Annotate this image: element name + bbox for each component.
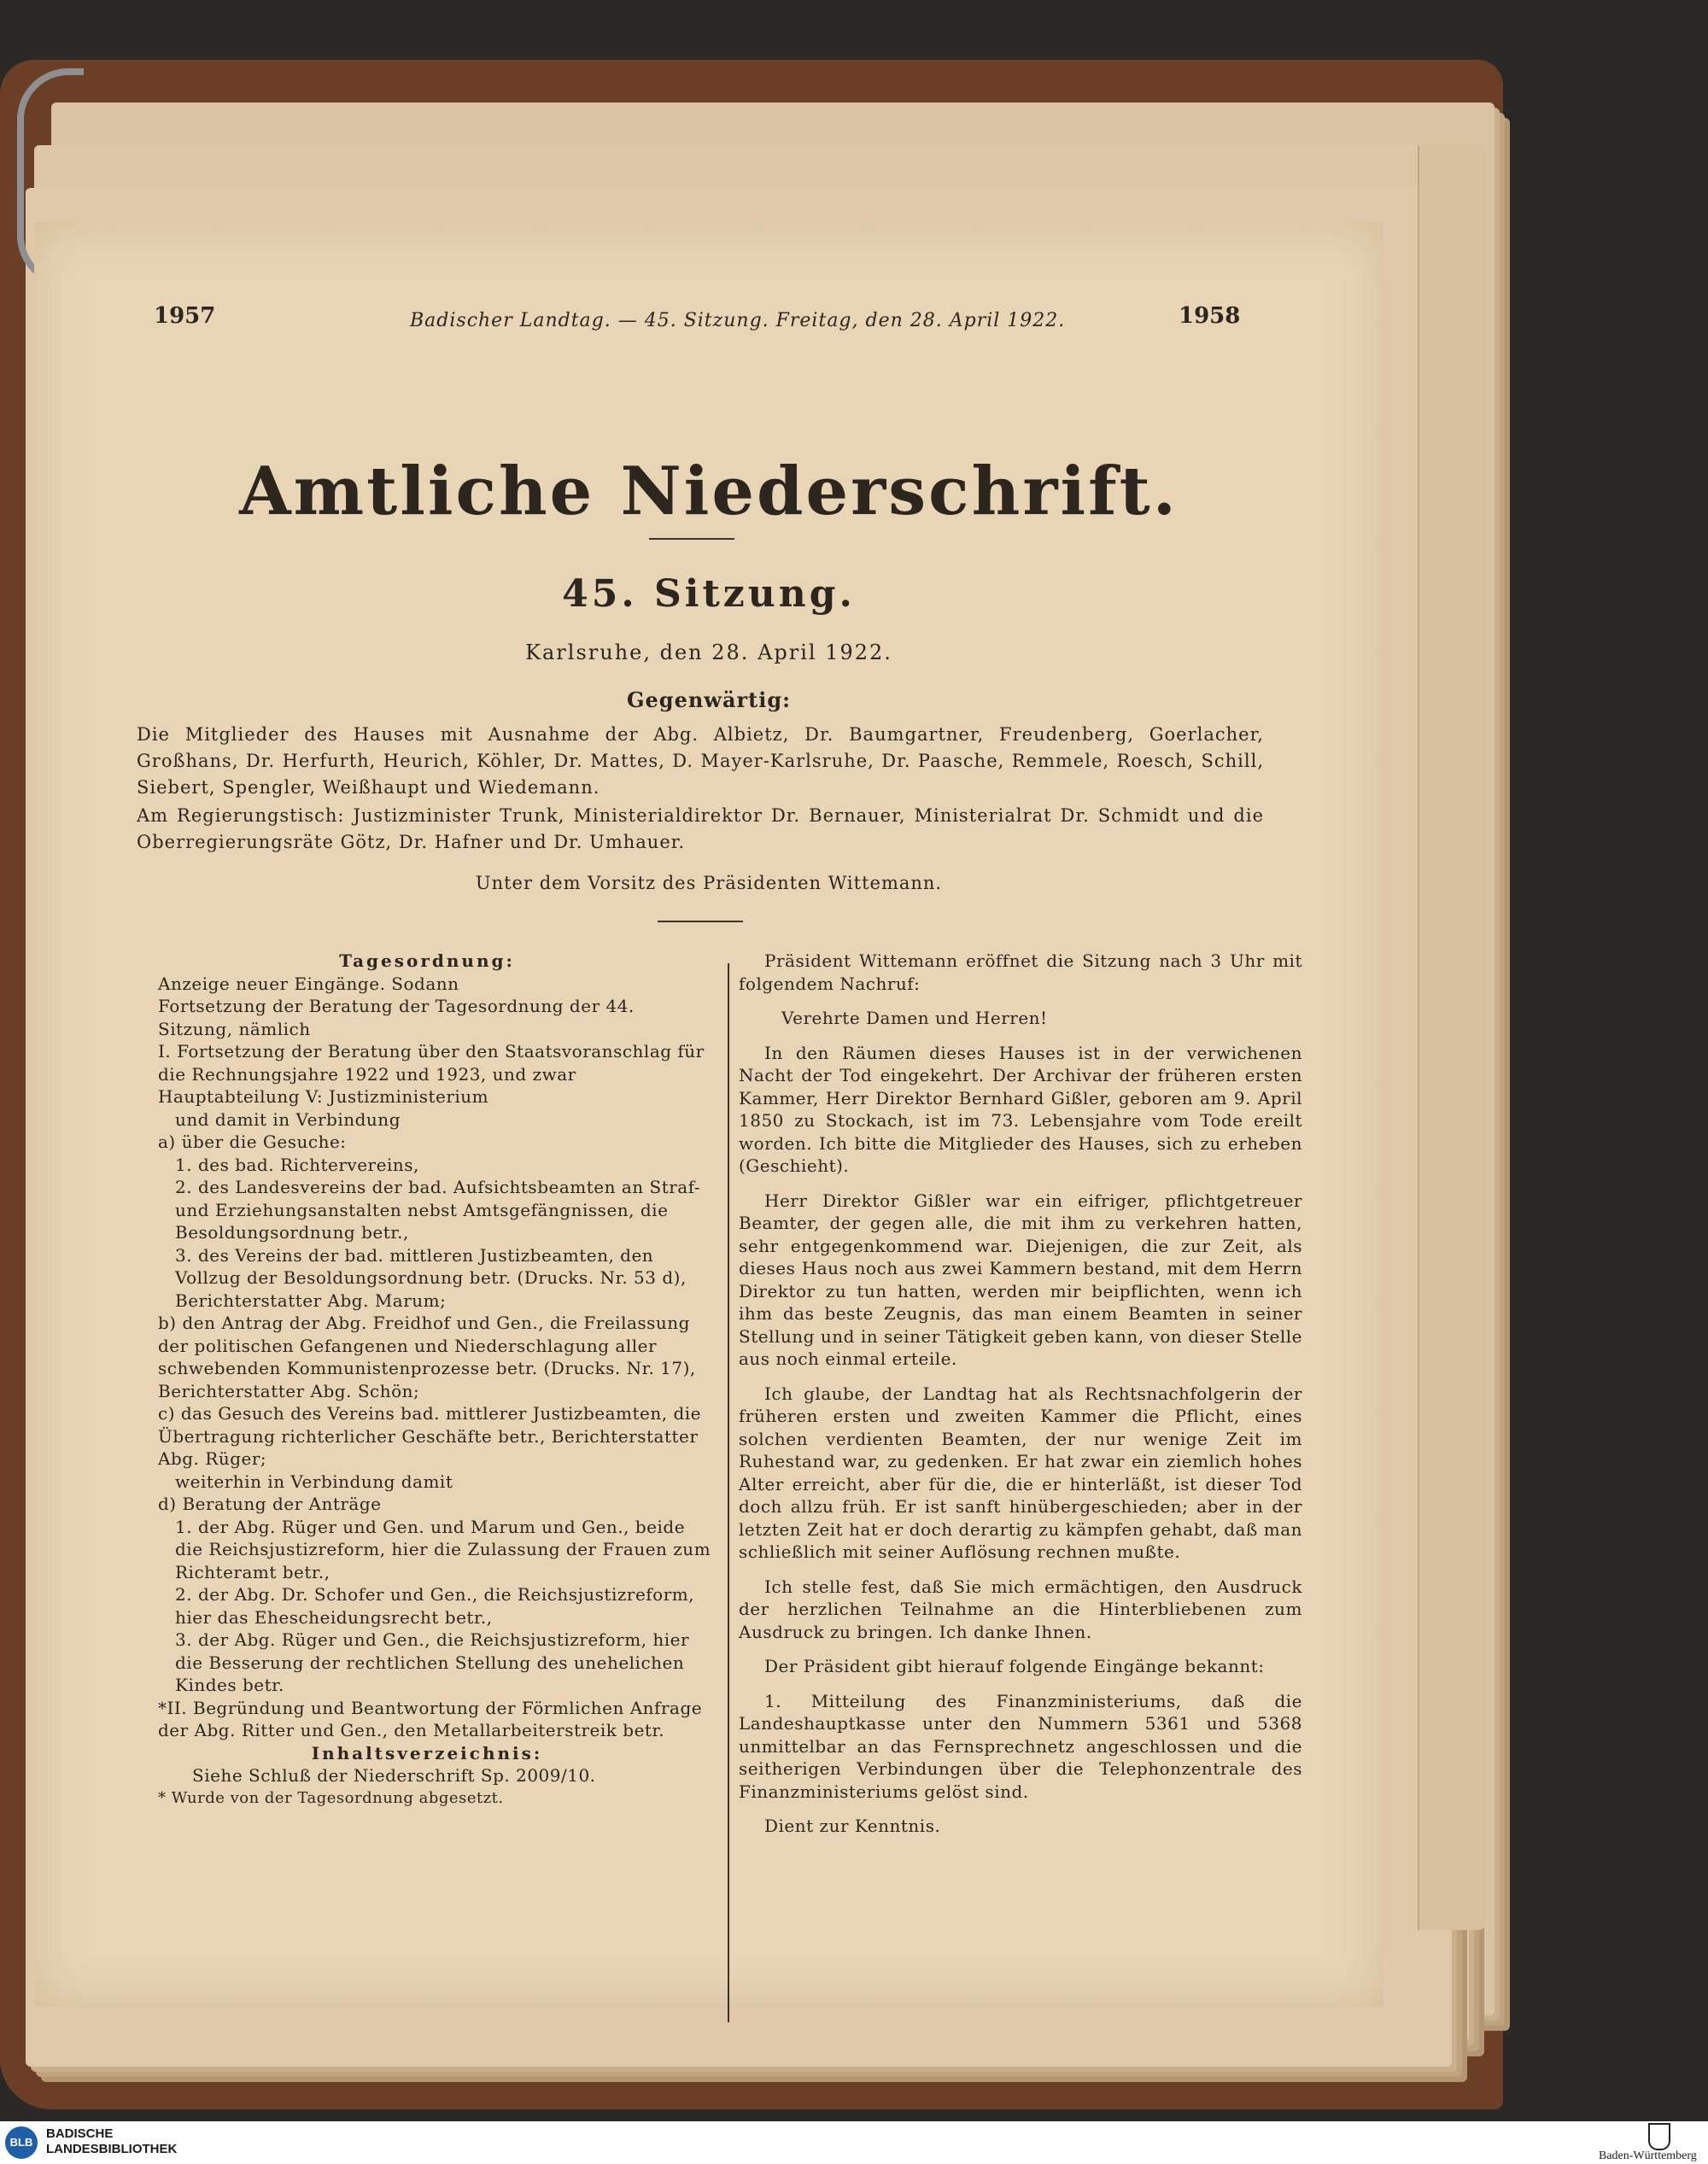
agenda-line: Anzeige neuer Eingänge. Sodann (158, 973, 459, 994)
blb-logo-icon[interactable]: BLB (5, 2126, 38, 2159)
document-title: Amtliche Niederschrift. (239, 453, 1179, 530)
agenda-line: c) das Gesuch des Vereins bad. mittlerer Justizbeamten, die Übertragung richterlicher Geschäfte betr., Berichterstatter Abg. Rüger; (158, 1403, 701, 1469)
present-members: Die Mitglieder des Hauses mit Ausnahme der Abg. Albietz, Dr. Baumgartner, Freudenberg, Goerlacher, Großhans, Dr. Herfurth, Heurich, Köhler, Dr. Mattes, D. Mayer-Karlsruhe, Dr. Paasche, Remmele, Roesch, Schill, Siebert, Spengler, Weißhaupt und Wiedemann. (137, 724, 1264, 798)
agenda-line: 3. der Abg. Rüger und Gen., die Reichsjustizreform, hier die Besserung der rechtlichen Stellung des unehelichen Kindes betr. (175, 1629, 690, 1695)
agenda-line: weiterhin in Verbindung damit (175, 1471, 453, 1492)
place-date: Karlsruhe, den 28. April 1922. (525, 640, 892, 664)
footnote: * Wurde von der Tagesordnung abgesetzt. (158, 1788, 504, 1807)
minutes-paragraph: 1. Mitteilung des Finanzministeriums, daß die Landeshauptkasse unter den Nummern 5361 und 5368 unmittelbar an das Fernsprechnetz angeschlossen und die seitherigen Verbindungen über die Telephonzentrale des Finanzministeriums gelöst sind. (739, 1690, 1302, 1802)
agenda-line: a) über die Gesuche: (158, 1132, 347, 1152)
minutes-paragraph: Ich glaube, der Landtag hat als Rechtsnachfolgerin der früheren ersten und zweiten Kammer die Pflicht, eines solchen verdienten Beamten, der nur wenige Zeit im Ruhestand war, zu gedenken. Er hat zwar ein ziemlich hohes Alter erreicht, aber für die, die er hinterläßt, ist dieser Tod doch allzu früh. Er ist sanft hinübergeschieden; aber in der letzten Zeit hat er doch derartig zu kämpfen gehabt, daß man schließlich mit seiner Auflösung rechnen mußte. (739, 1383, 1302, 1562)
running-title: Badischer Landtag. — 45. Sitzung. Freitag, den 28. April 1922. (410, 310, 1066, 331)
library-name-line: LANDESBIBLIOTHEK (46, 2142, 178, 2156)
salutation: Verehrte Damen und Herren! (781, 1008, 1048, 1028)
divider (649, 538, 734, 540)
minutes-column (739, 950, 1302, 1850)
agenda-column (141, 950, 713, 1810)
agenda-line: 3. des Vereins der bad. mittleren Justizbeamten, den Vollzug der Besoldungsordnung betr. (Drucks. Nr. 53 d), Berichterstatter Abg. Marum; (175, 1244, 687, 1311)
minutes-paragraph: Ich stelle fest, daß Sie mich ermächtigen, den Ausdruck der herzlichen Teilnahme an die Hinterbliebenen zum Ausdruck zu bringen. Ich danke Ihnen. (739, 1576, 1302, 1642)
library-name-line: BADISCHE (46, 2126, 114, 2141)
agenda-line: b) den Antrag der Abg. Freidhof und Gen., die Freilassung der politischen Gefangenen und Niederschlagung aller schwebenden Kommunistenprozesse betr. (Drucks. Nr. 17), Berichterstatter Abg. Schön; (158, 1313, 696, 1401)
minutes-paragraph: Präsident Wittemann eröffnet die Sitzung nach 3 Uhr mit folgendem Nachruf: (739, 950, 1302, 994)
agenda-line: I. Fortsetzung der Beratung über den Staatsvoranschlag für die Rechnungsjahre 1922 und 1923, und zwar Hauptabteilung V: Justizministerium (158, 1041, 705, 1107)
agenda-line: *II. Begründung und Beantwortung der Förmlichen Anfrage der Abg. Ritter und Gen., den Metallarbeiterstreik betr. (158, 1697, 703, 1740)
minutes-paragraph: Herr Direktor Gißler war ein eifriger, pflichtgetreuer Beamter, der gegen alle, die mit ihm zu verkehren hatten, sehr entgegenkommend war. Diejenigen, die zur Zeit, als dieses Haus noch aus zwei Kammern bestand, mit dem Herrn Direktor zu tun hatten, werden mir beipflichten, wenn ich ihm das beste Zeugnis, das man einem Beamten in seiner Stellung und in seiner Tätigkeit geben kann, von dieser Stelle aus noch einmal erteile. (739, 1190, 1302, 1369)
chair-line: Unter dem Vorsitz des Präsidenten Wittemann. (475, 873, 943, 893)
session-heading: 45. Sitzung. (562, 572, 856, 616)
state-crest-icon (1648, 2123, 1670, 2150)
agenda-heading: Tagesordnung: (339, 950, 515, 971)
agenda-line: 1. des bad. Richtervereins, (175, 1154, 419, 1175)
divider (658, 921, 743, 922)
page-number-left: 1957 (154, 303, 216, 329)
index-text: Siehe Schluß der Niederschrift Sp. 2009/10. (192, 1765, 596, 1786)
minutes-paragraph: Dient zur Kenntnis. (764, 1816, 941, 1836)
minutes-paragraph: In den Räumen dieses Hauses ist in der verwichenen Nacht der Tod eingekehrt. Der Archivar der früheren ersten Kammer, Herr Direktor Bernhard Gißler, geboren am 9. April 1850 zu Stockach, ist im 73. Lebensjahre vom Tode ereilt worden. Ich bitte die Mitglieder des Hauses, sich zu erheben (Geschieht). (739, 1042, 1302, 1176)
present-heading: Gegenwärtig: (627, 687, 791, 712)
page-number-right: 1958 (1179, 303, 1241, 329)
column-divider (728, 963, 729, 2022)
index-heading: Inhaltsverzeichnis: (311, 1742, 543, 1763)
library-name (46, 2126, 177, 2157)
agenda-line: d) Beratung der Anträge (158, 1494, 382, 1514)
present-government: Am Regierungstisch: Justizminister Trunk, Ministerialdirektor Dr. Bernauer, Ministerialrat Dr. Schmidt und die Oberregierungsräte Götz, Dr. Hafner und Dr. Umhauer. (137, 805, 1264, 852)
agenda-line: 2. der Abg. Dr. Schofer und Gen., die Reichsjustizreform, hier das Ehescheidungsrecht betr., (175, 1584, 695, 1628)
agenda-line: und damit in Verbindung (175, 1108, 401, 1130)
agenda-line: 2. des Landesvereins der bad. Aufsichtsbeamten an Straf- und Erziehungsanstalten nebst Amtsgefängnissen, die Besoldungsordnung betr., (175, 1177, 701, 1243)
agenda-line: 1. der Abg. Rüger und Gen. und Marum und Gen., beide die Reichsjustizreform, hier die Zulassung der Frauen zum Richteramt betr., (175, 1516, 711, 1582)
viewer-footer (0, 2121, 1708, 2164)
page-edges (1418, 145, 1488, 1930)
minutes-paragraph: Der Präsident gibt hierauf folgende Eingänge bekannt: (764, 1656, 1265, 1676)
agenda-line: Fortsetzung der Beratung der Tagesordnung der 44. Sitzung, nämlich (158, 996, 635, 1039)
state-name: Baden-Württemberg (1599, 2149, 1697, 2162)
document-page (34, 222, 1383, 2007)
